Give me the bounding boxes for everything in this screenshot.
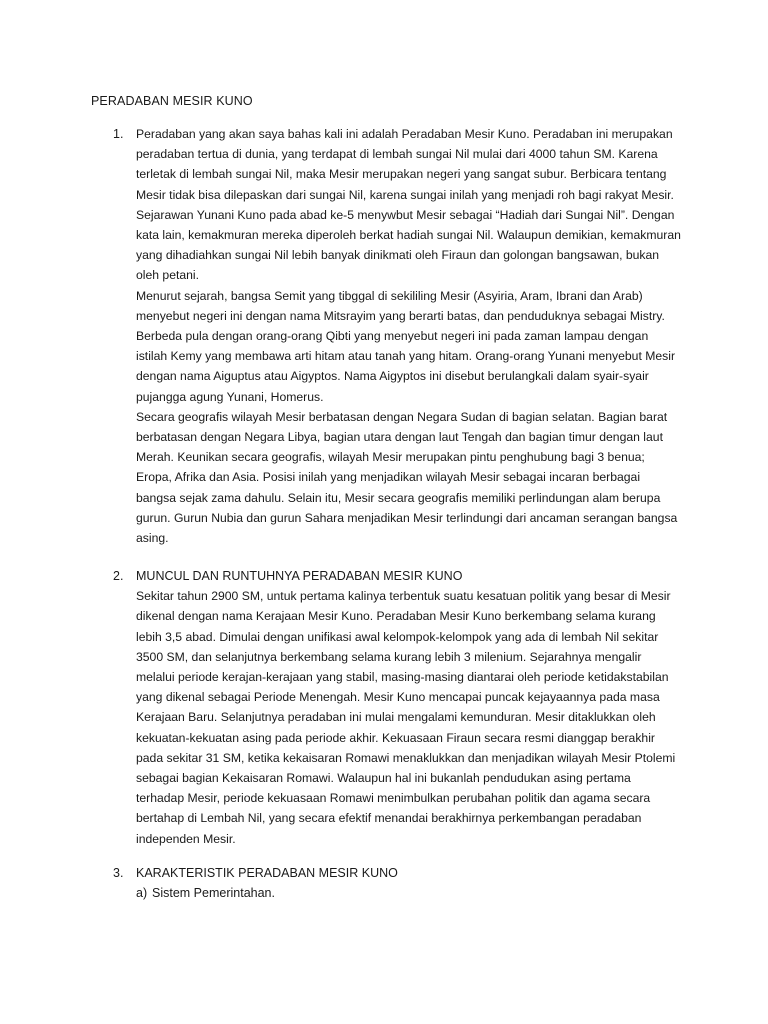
- section-body: [136, 863, 681, 903]
- sub-item-text: Sistem Pemerintahan.: [152, 886, 275, 901]
- section-number: 2.: [113, 569, 124, 583]
- paragraph: Secara geografis wilayah Mesir berbatasan dengan Negara Sudan di bagian selatan. Bagian barat berbatasan dengan Negara Libya, bagian utara dengan laut Tengah dan bagian timur dengan laut Merah. Keunikan secara geografis, wilayah Mesir merupakan pintu penghubung bagi 3 benua; Eropa, Afrika dan Asia. Posisi inilah yang menjadikan wilayah Mesir sebagai incaran berbagai bangsa sejak zama dahulu. Selain itu, Mesir secara geografis memiliki perlindungan alam berupa gurun. Gurun Nubia dan gurun Sahara menjadikan Mesir terlindungi dari ancaman serangan bangsa asing.: [136, 409, 678, 546]
- document-title: PERADABAN MESIR KUNO: [91, 94, 253, 108]
- sub-item-label: a): [136, 886, 148, 901]
- paragraph: Peradaban yang akan saya bahas kali ini adalah Peradaban Mesir Kuno. Peradaban ini merupakan peradaban tertua di dunia, yang terdapat di lembah sungai Nil mulai dari 4000 tahun SM. Karena terletak di lembah sungai Nil, maka Mesir merupakan negeri yang sangat subur. Berbicara tentang Mesir tidak bisa dilepaskan dari sungai Nil, karena sungai inilah yang menjadi roh bagi rakyat Mesir. Sejarawan Yunani Kuno pada abad ke-5 menywbut Mesir sebagai “Hadiah dari Sungai Nil”. Dengan kata lain, kemakmuran mereka diperoleh berkat hadiah sungai Nil. Walaupun demikian, kemakmuran yang dihadiahkan sungai Nil lebih banyak dinikmati oleh Firaun dan golongan bangsawan, bukan oleh petani.: [136, 127, 681, 283]
- section-number: 1.: [113, 127, 124, 141]
- sub-item: [136, 883, 681, 903]
- section-number: 3.: [113, 866, 124, 880]
- section-body: [136, 566, 681, 849]
- section-heading: MUNCUL DAN RUNTUHNYA PERADABAN MESIR KUNO: [136, 569, 463, 583]
- paragraph: Menurut sejarah, bangsa Semit yang tibggal di sekililing Mesir (Asyiria, Aram, Ibrani dan Arab) menyebut negeri ini dengan nama Mitsrayim yang berarti batas, dan penduduknya sebagai Mistry. Berbeda pula dengan orang-orang Qibti yang menyebut negeri ini pada zaman lampau dengan istilah Kemy yang membawa arti hitam atau tanah yang hitam. Orang-orang Yunani menyebut Mesir dengan nama Aiguptus atau Aigyptos. Nama Aigyptos ini disebut berulangkali dalam syair-syair pujangga agung Yunani, Homerus.: [136, 288, 676, 404]
- section-heading: KARAKTERISTIK PERADABAN MESIR KUNO: [136, 866, 398, 880]
- paragraph: Sekitar tahun 2900 SM, untuk pertama kalinya terbentuk suatu kesatuan politik yang besar di Mesir dikenal dengan nama Kerajaan Mesir Kuno. Peradaban Mesir Kuno berkembang selama kurang lebih 3,5 abad. Dimulai dengan unifikasi awal kelompok-kelompok yang ada di lembah Nil sekitar 3500 SM, dan selanjutnya berkembang selama kurang lebih 3 milenium. Sejarahnya mengalir melalui periode kerajan-kerajaan yang stabil, masing-masing diantarai oleh periode ketidakstabilan yang dikenal sebagai Periode Menengah. Mesir Kuno mencapai puncak kejayaannya pada masa Kerajaan Baru. Selanjutnya peradaban ini mulai mengalami kemunduran. Mesir ditaklukkan oleh kekuatan-kekuatan asing pada periode akhir. Kekuasaan Firaun secara resmi dianggap berakhir pada sekitar 31 SM, ketika kekaisaran Romawi menaklukkan dan menjadikan wilayah Mesir Ptolemi sebagai bagian Kekaisaran Romawi. Walaupun hal ini bukanlah pendudukan asing pertama terhadap Mesir, periode kekuasaan Romawi menimbulkan perubahan politik dan agama secara bertahap di Lembah Nil, yang secara efektif menandai berakhirnya perkembangan peradaban independen Mesir.: [136, 589, 676, 846]
- section-body: [136, 124, 681, 548]
